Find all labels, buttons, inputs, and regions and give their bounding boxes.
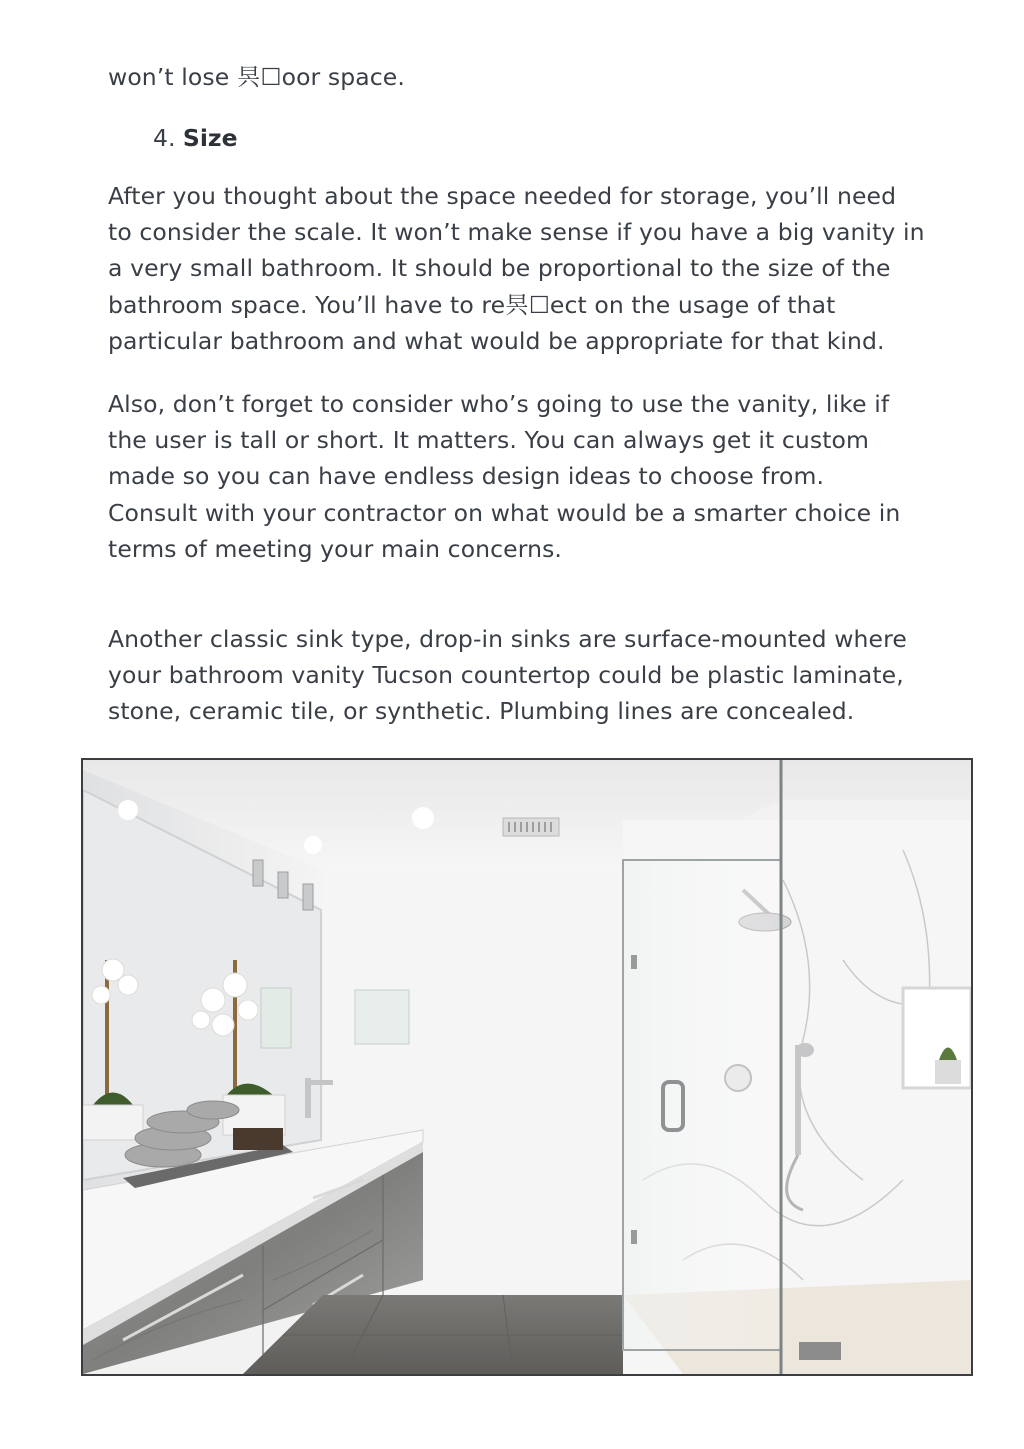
text-line: Consult with your contractor on what would be a smarter choice in <box>108 498 901 527</box>
text-line: to consider the scale. It won’t make sense if you have a big vanity in <box>108 218 925 247</box>
paragraph-size-scale <box>108 178 988 359</box>
list-title: Size <box>182 124 238 152</box>
text-line: terms of meeting your main concerns. <box>108 534 563 563</box>
text-line: won’t lose 昗☐oor space. <box>108 63 405 91</box>
text-line: Another classic sink type, drop-in sinks are surface-mounted where <box>108 625 907 653</box>
text-line: made so you can have endless design ideas to choose from. <box>108 462 825 491</box>
bathroom-vanity-photo <box>81 758 973 1376</box>
text-line: particular bathroom and what would be appropriate for that kind. <box>108 326 885 355</box>
text-line: bathroom space. You’ll have to re昗☐ect on the usage of that <box>108 290 836 319</box>
paragraph-user-height <box>108 386 988 567</box>
list-number: 4. <box>153 124 176 152</box>
text-line: a very small bathroom. It should be proportional to the size of the <box>108 254 891 283</box>
text-line: your bathroom vanity Tucson countertop could be plastic laminate, <box>108 661 904 690</box>
text-line: Also, don’t forget to consider who’s going to use the vanity, like if <box>108 390 890 418</box>
continued-text-line <box>108 59 988 95</box>
text-line: After you thought about the space needed for storage, you’ll need <box>108 182 897 210</box>
list-heading-size <box>153 120 238 156</box>
text-line: the user is tall or short. It matters. You can always get it custom <box>108 426 869 455</box>
text-line: stone, ceramic tile, or synthetic. Plumbing lines are concealed. <box>108 697 855 726</box>
paragraph-drop-in-sinks <box>108 621 988 730</box>
